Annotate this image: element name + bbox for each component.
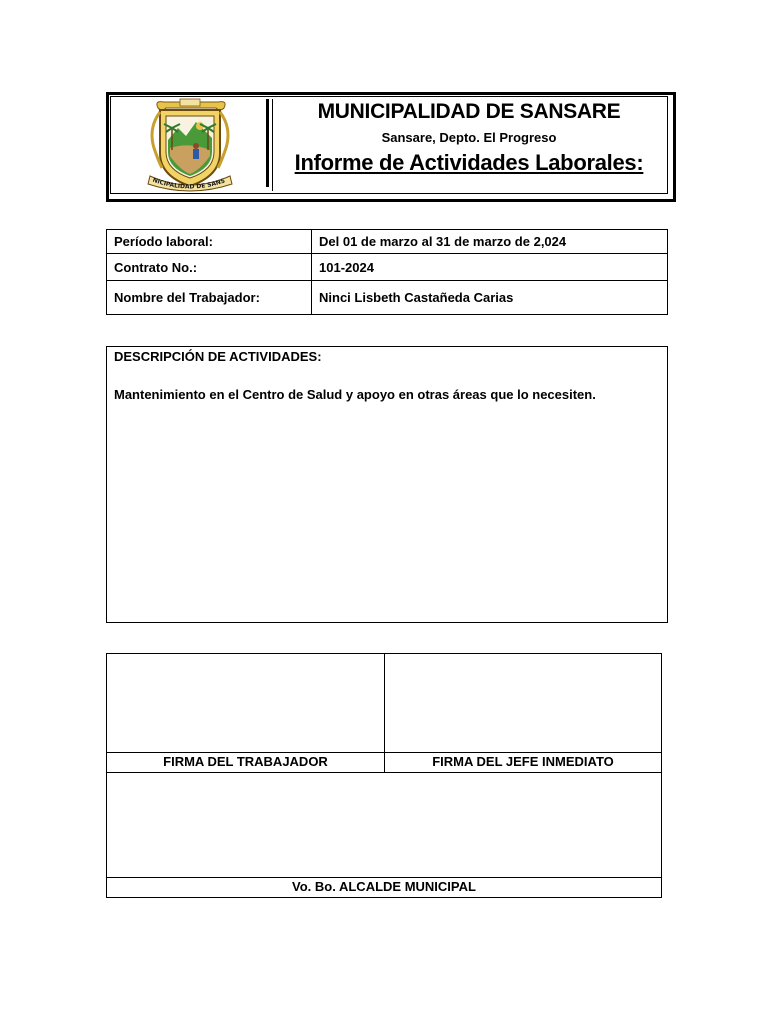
mayor-approval-label: Vo. Bo. ALCALDE MUNICIPAL [292,879,476,894]
activities-heading: DESCRIPCIÓN DE ACTIVIDADES: [114,349,322,364]
period-label: Período laboral: [107,230,312,254]
table-row [107,230,668,254]
seal-ribbon-text: NICIPALIDAD DE SANS [151,176,226,191]
signature-box [106,653,662,898]
location-subtitle: Sansare, Depto. El Progreso [381,130,557,145]
activities-box [106,346,668,623]
report-title: Informe de Actividades Laborales: [294,150,644,175]
municipal-seal-logo [140,98,240,196]
signature-line [107,752,661,753]
supervisor-signature-label: FIRMA DEL JEFE INMEDIATO [432,754,614,769]
worker-info-table [106,229,668,315]
mayor-signature-line [107,877,661,878]
worker-signature-label: FIRMA DEL TRABAJADOR [163,754,328,769]
worker-name-label: Nombre del Trabajador: [107,281,312,315]
contract-value: 101-2024 [312,254,668,281]
signature-row-divider [107,772,661,773]
organization-title: MUNICIPALIDAD DE SANSARE [317,100,621,123]
table-row [107,281,668,315]
header-divider-thin [272,99,273,191]
worker-name-value: Ninci Lisbeth Castañeda Carias [312,281,668,315]
header-divider [266,99,269,187]
period-value: Del 01 de marzo al 31 de marzo de 2,024 [312,230,668,254]
contract-label: Contrato No.: [107,254,312,281]
activities-description: Mantenimiento en el Centro de Salud y apoyo en otras áreas que lo necesiten. [114,387,596,402]
table-row [107,254,668,281]
